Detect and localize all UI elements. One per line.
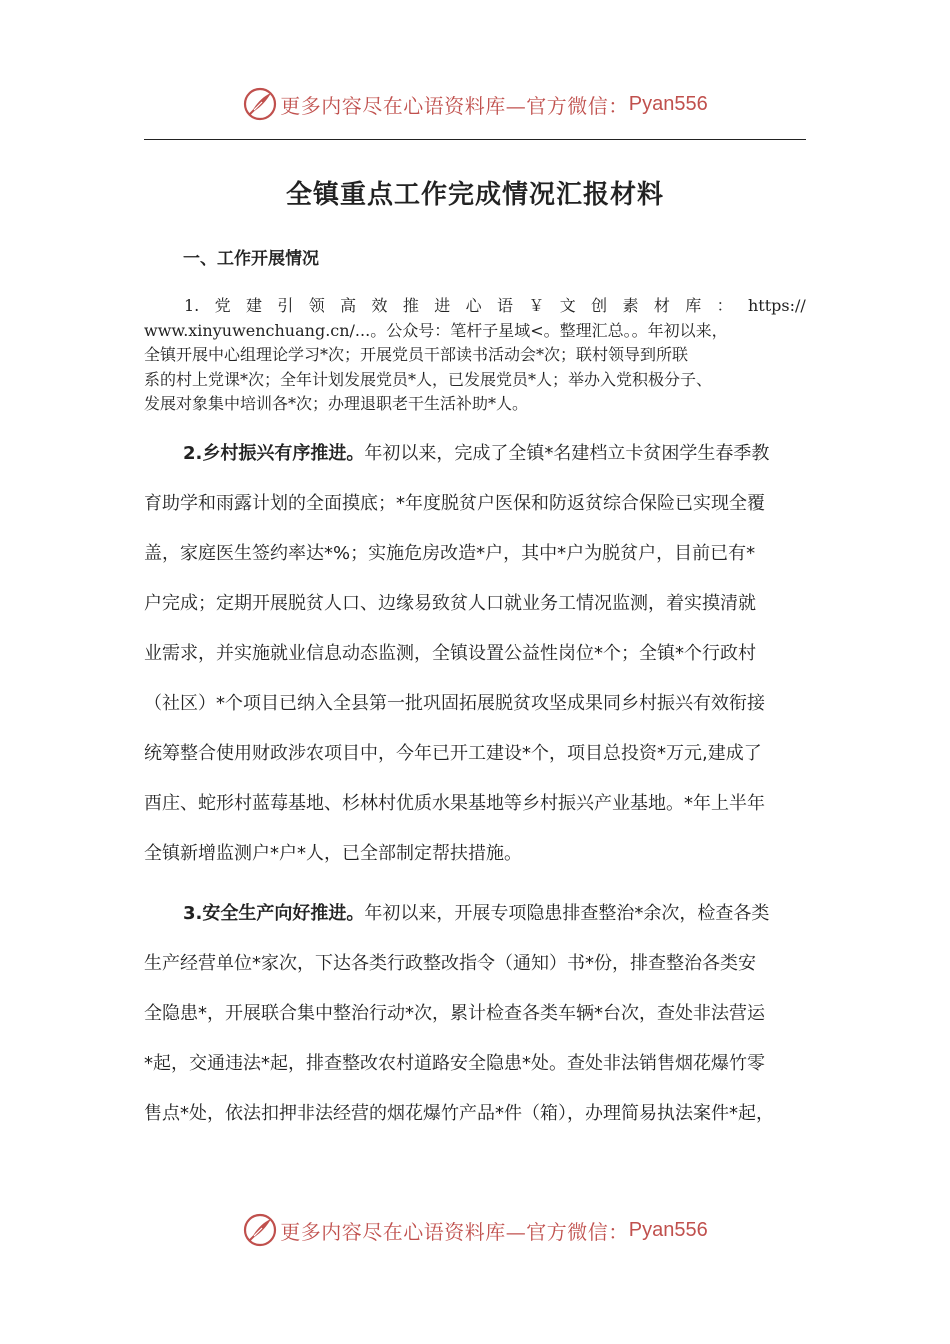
paragraph-1-token: 党 xyxy=(214,296,231,315)
paragraph-2-line: 育助学和雨露计划的全面摸底；*年度脱贫户医保和防返贫综合保险已实现全覆 xyxy=(144,493,765,514)
header-banner xyxy=(0,79,950,129)
paragraph-1 xyxy=(144,294,806,417)
paragraph-2-line xyxy=(144,429,806,479)
banner-text: 更多内容尽在心语资料库—官方微信： xyxy=(280,1219,629,1244)
paragraph-1-token: 进 xyxy=(434,296,451,315)
paragraph-2-line: 户完成；定期开展脱贫人口、边缘易致贫人口就业务工情况监测，着实摸清就 xyxy=(144,593,756,614)
paragraph-3 xyxy=(144,889,806,1139)
paragraph-1-token: 材 xyxy=(653,296,670,315)
paragraph-1-line: www.xinyuwenchuang.cn/...。公众号：笔杆子星域<。整理汇总。。年初以来， xyxy=(144,320,728,340)
paragraph-3-line: 全隐患*，开展联合集中整治行动*次，累计检查各类车辆*台次，查处非法营运 xyxy=(144,1003,765,1024)
paragraph-3-line: *起，交通违法*起，排查整改农村道路安全隐患*处。查处非法销售烟花爆竹零 xyxy=(144,1053,765,1074)
paragraph-3-line: 售点*处，依法扣押非法经营的烟花爆竹产品*件（箱），办理简易执法案件*起， xyxy=(144,1103,774,1124)
paragraph-2-line: 全镇新增监测户*户*人，已全部制定帮扶措施。 xyxy=(144,843,522,864)
header-divider xyxy=(144,139,806,140)
paragraph-2-lead: 2.乡村振兴有序推进。 xyxy=(183,443,365,464)
paragraph-1-token: 心 xyxy=(465,296,482,315)
paragraph-1-token: 素 xyxy=(622,296,639,315)
paragraph-3-line xyxy=(144,889,806,939)
paragraph-1-line xyxy=(144,294,806,319)
banner-contact: Pyan556 xyxy=(628,1218,708,1241)
document-title: 全镇重点工作完成情况汇报材料 xyxy=(285,180,664,210)
paragraph-2-first-text: 年初以来，完成了全镇*名建档立卡贫困学生春季教 xyxy=(364,443,770,464)
paragraph-1-token: 领 xyxy=(308,296,325,315)
paragraph-2 xyxy=(144,429,806,879)
paragraph-3-lead: 3.安全生产向好推进。 xyxy=(183,903,365,924)
paragraph-2-line: 酉庄、蛇形村蓝莓基地、杉林村优质水果基地等乡村振兴产业基地。*年上半年 xyxy=(144,793,765,814)
paragraph-1-token: 引 xyxy=(277,296,294,315)
paragraph-1-token: 建 xyxy=(246,296,263,315)
paragraph-1-line: 系的村上党课*次；全年计划发展党员*人，已发展党员*人；举办入党积极分子、 xyxy=(144,369,713,389)
paragraph-1-line: 全镇开展中心组理论学习*次；开展党员干部读书活动会*次；联村领导到所联 xyxy=(144,345,689,364)
paragraph-1-token: 1. xyxy=(184,296,200,315)
paragraph-1-token: 创 xyxy=(591,296,608,315)
paragraph-1-token: ： xyxy=(716,296,733,315)
paragraph-2-line: 盖，家庭医生签约率达*%；实施危房改造*户，其中*户为脱贫户，目前已有* xyxy=(144,543,756,564)
paragraph-1-token: 语 xyxy=(497,296,514,315)
quill-logo-icon xyxy=(242,1212,278,1248)
paragraph-1-line: 发展对象集中培训各*次；办理退职老干生活补助*人。 xyxy=(144,394,529,413)
paragraph-3-first-text: 年初以来，开展专项隐患排查整治*余次，检查各类 xyxy=(364,903,770,924)
paragraph-2-line: 业需求，并实施就业信息动态监测，全镇设置公益性岗位*个；全镇*个行政村 xyxy=(144,643,756,664)
paragraph-1-token: 高 xyxy=(340,296,357,315)
paragraph-1-token: 效 xyxy=(371,296,388,315)
paragraph-1-token: 推 xyxy=(402,296,419,315)
banner-text: 更多内容尽在心语资料库—官方微信： xyxy=(280,93,629,118)
paragraph-3-line: 生产经营单位*家次，下达各类行政整改指令（通知）书*份，排查整治各类安 xyxy=(144,953,756,974)
footer-banner xyxy=(0,1205,950,1255)
paragraph-1-token: https:// xyxy=(748,296,806,315)
banner-contact: Pyan556 xyxy=(628,92,708,115)
paragraph-2-line: 统筹整合使用财政涉农项目中，今年已开工建设*个，项目总投资*万元,建成了 xyxy=(144,743,762,764)
quill-logo-icon xyxy=(242,86,278,122)
paragraph-1-token: 库 xyxy=(685,296,702,315)
paragraph-1-token: 文 xyxy=(559,296,576,315)
paragraph-2-line: （社区）*个项目已纳入全县第一批巩固拓展脱贫攻坚成果同乡村振兴有效衔接 xyxy=(144,693,765,714)
paragraph-1-token: ￥ xyxy=(528,296,545,315)
section-heading: 一、工作开展情况 xyxy=(183,249,319,269)
